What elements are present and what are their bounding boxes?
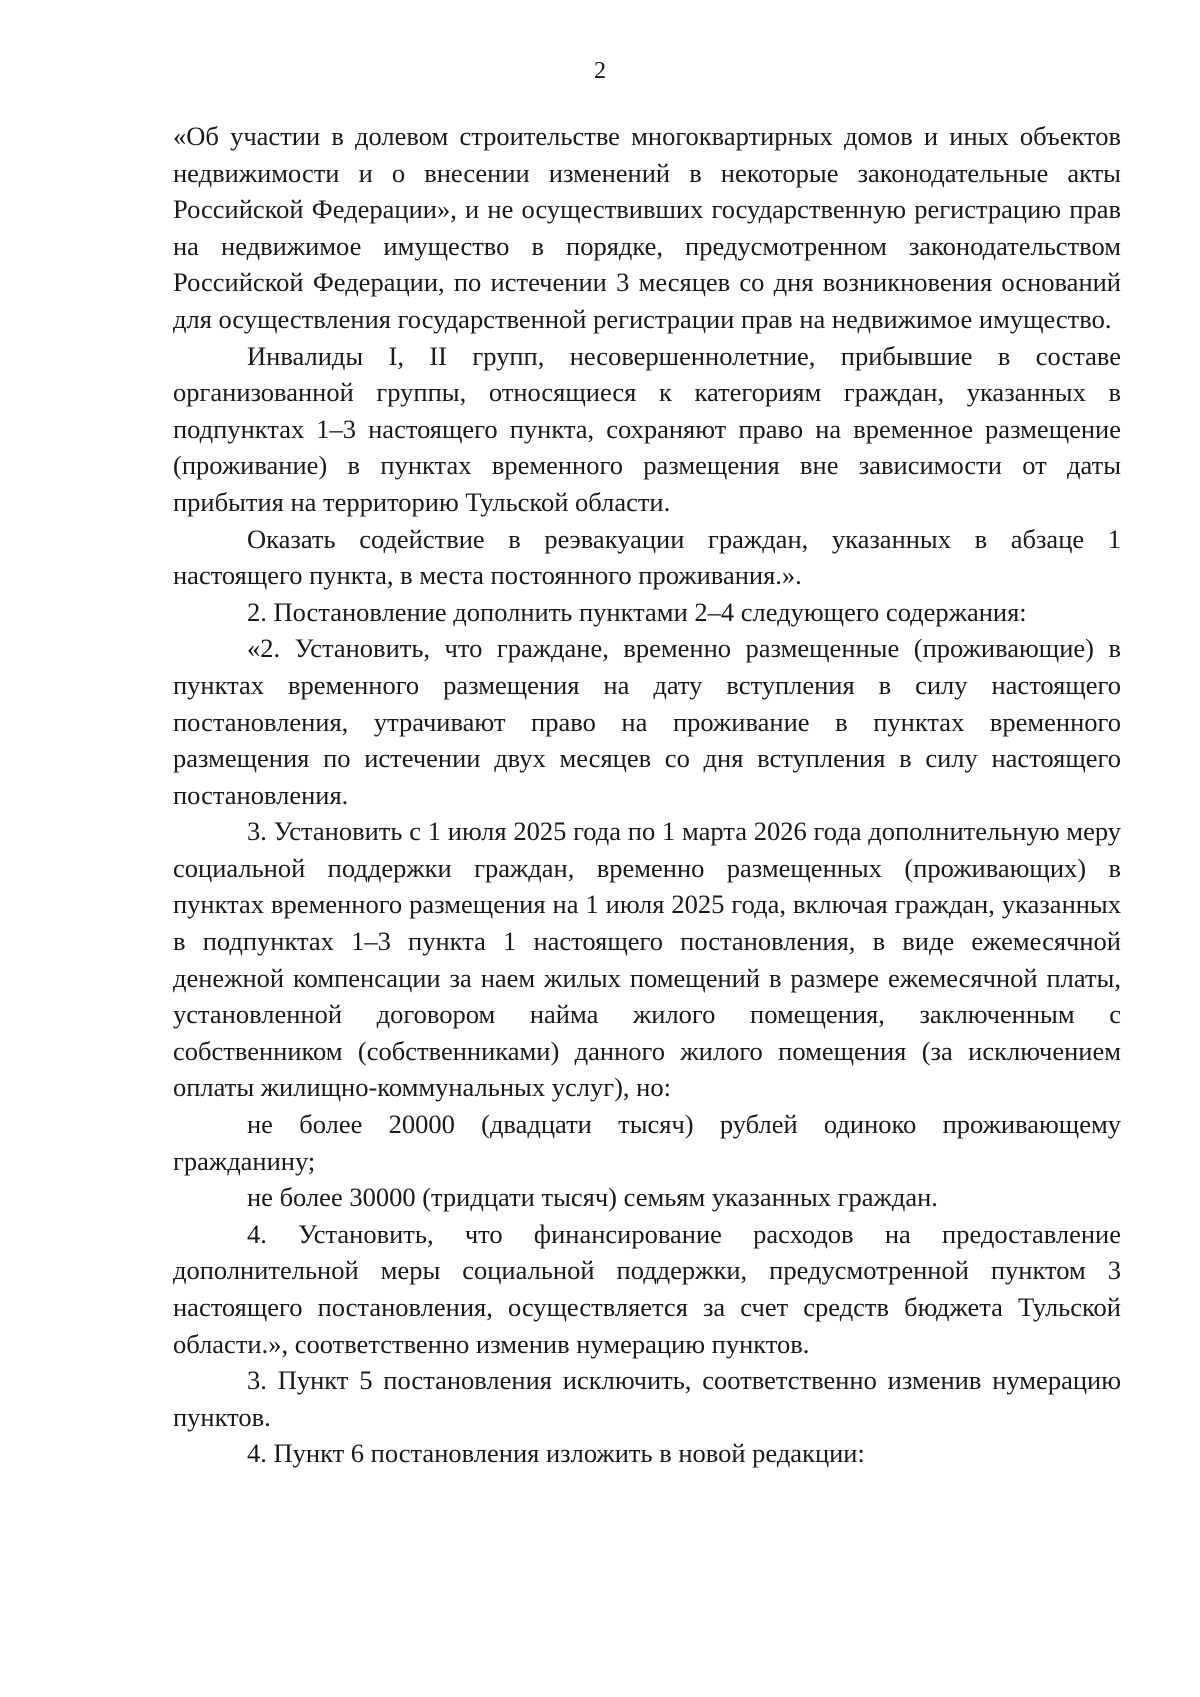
document-body xyxy=(173,118,1121,1472)
paragraph-new-point-2: «2. Установить, что граждане, временно размещенные (проживающие) в пунктах временного размещения на дату вступления в силу настоящего постановления, утрачивают право на проживание в пунктах временного размещения по истечении двух месяцев со дня вступления в силу настоящего постановления. xyxy=(173,633,1121,810)
paragraph-continuation: «Об участии в долевом строительстве многоквартирных домов и иных объектов недвижимости и о внесении изменений в некоторые законодательные акты Российской Федерации», и не осуществивших государственную регистрацию прав на недвижимое имущество в порядке, предусмотренном законодательством Российской Федерации, по истечении 3 месяцев со дня возникновения оснований для осуществления государственной регистрации прав на недвижимое имущество. xyxy=(173,121,1121,334)
paragraph-disabled-minors: Инвалиды I, II групп, несовершеннолетние, прибывшие в составе организованной группы, относящиеся к категориям граждан, указанных в подпунктах 1–3 настоящего пункта, сохраняют право на временное размещение (проживание) в пунктах временного размещения вне зависимости от даты прибытия на территорию Тульской области. xyxy=(173,340,1121,517)
paragraph-reevacuation: Оказать содействие в реэвакуации граждан, указанных в абзаце 1 настоящего пункта, в места постоянного проживания.». xyxy=(173,523,1121,591)
paragraph-amendment-3: 3. Пункт 5 постановления исключить, соответственно изменив нумерацию пунктов. xyxy=(173,1365,1121,1432)
paragraph-amendment-4: 4. Пункт 6 постановления изложить в новой редакции: xyxy=(247,1438,865,1469)
paragraph-limit-family: не более 30000 (тридцати тысяч) семьям указанных граждан. xyxy=(247,1182,938,1213)
paragraph-amendment-2: 2. Постановление дополнить пунктами 2–4 следующего содержания: xyxy=(247,596,1027,627)
paragraph-new-point-3: 3. Установить с 1 июля 2025 года по 1 марта 2026 года дополнительную меру социальной поддержки граждан, временно размещенных (проживающих) в пунктах временного размещения на 1 июля 2025 года, включая граждан, указанных в подпунктах 1–3 пункта 1 настоящего постановления, в виде ежемесячной денежной компенсации за наем жилых помещений в размере ежемесячной платы, установленной договором найма жилого помещения, заключенным с собственником (собственниками) данного жилого помещения (за исключением оплаты жилищно-коммунальных услуг), но: xyxy=(173,816,1121,1103)
page-number: 2 xyxy=(594,58,606,84)
paragraph-limit-single: не более 20000 (двадцати тысяч) рублей одиноко проживающему гражданину; xyxy=(173,1109,1121,1176)
paragraph-new-point-4: 4. Установить, что финансирование расходов на предоставление дополнительной меры социальной поддержки, предусмотренной пунктом 3 настоящего постановления, осуществляется за счет средств бюджета Тульской области.», соответственно изменив нумерацию пунктов. xyxy=(173,1218,1121,1359)
